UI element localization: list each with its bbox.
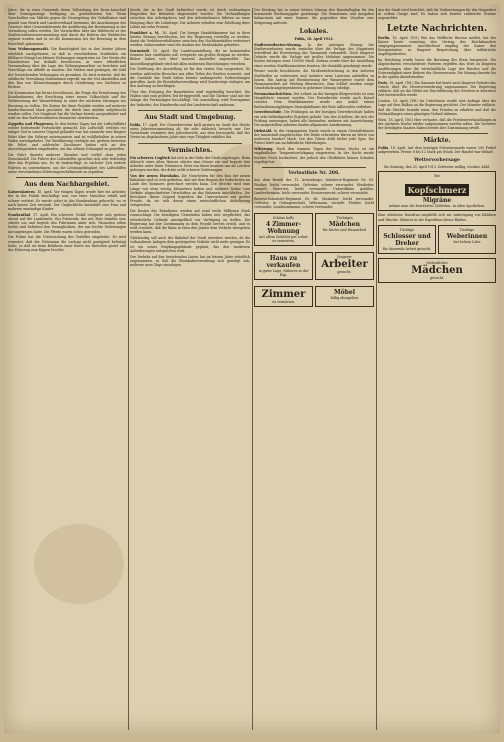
article-text: für Sonntag, den 20. April 1913. Zeitweise wolkig, trocken, kühl.	[384, 165, 490, 170]
separator	[138, 110, 242, 111]
separator	[262, 167, 366, 168]
article-text: Berlin, 18. April. (Tel.) Wie das Wolffsche Bureau meldet, hat der Kaiser heute vormittag den Vortrag des Reichskanzlers entgegengenommen. Anschließend empfing der Kaiser den Kriegsminister zu längerer Besprechung über militärische Angelegenheiten.	[378, 35, 496, 57]
article-text: Gleichzeitig soll auch der Bahnhof der Stadt erweitert werden, da die vorhandenen Anlagen dem gesteigerten Verkehr nicht mehr genügen. Es ist ein neues Empfangsgebäude geplant, das den modernen Anforderungen entsprechen wird.	[130, 236, 250, 253]
article-text: Personalnachrichten. Der Lehrer an der hiesigen Bürgerschule ist zum Hauptlehrer ernannt worden. Der Postsekretär wurde nach Kassel versetzt. Dem Stadtkämmerer wurde aus Anlaß seines fünfundzwanzigjährigen Dienstjubiläums der Rote Adlerorden verliehen.	[254, 92, 374, 109]
ad-title: Zimmer	[261, 288, 306, 300]
article-text: Der Verkehr auf den bestehenden Linien hat im letzten Jahre erheblich zugenommen, so daß die Eisenbahnverwaltung sich genötigt sah, mehrere neue Züge einzulegen.	[130, 254, 250, 267]
article-text: Von der neuen Eisenbahn. Die Vorarbeiten für den Bau der neuen Bahnlinie sind so weit gediehen, daß mit dem Beginn der Erdarbeiten im Laufe des Sommers gerechnet werden kann. Die Strecke wird eine Länge von etwa vierzig Kilometern haben und mehrere bisher vom Verkehr abgeschnittene Ortschaften an das Bahnnetz anschließen. Die Bewohner dieser Gegend begrüßen das Unternehmen mit großer Freude, da sie sich davon einen wirtschaftlichen Aufschwung versprechen.	[130, 174, 250, 208]
dateline-place: Frankenthal	[8, 212, 31, 217]
dateline-place: Frankfurt a. M.	[130, 30, 160, 35]
article-text: Die Fahrt dauerte mehrere Stunden und verlief ohne jeden Zwischenfall. Die Führer des Luftschiffes sprachen sich sehr befriedigt über das Ergebnis aus. Es ist beabsichtigt, in nächster Zeit weitere Fahrten zu unternehmen, um die Leistungsfähigkeit des Luftschiffes unter verschiedenen Witterungsverhältnissen zu erproben.	[8, 153, 126, 174]
article-text: Im Reichstag wurde heute die Beratung des Etats fortgesetzt. Die Abgeordneten verschiedener Parteien ergriffen das Wort zu längeren Ausführungen über die wirtschaftliche Lage des Reiches und die Notwendigkeit einer Reform des Steuerwesens. Die Sitzung dauerte bis in die späten Abendstunden.	[378, 58, 496, 80]
article-text: Fulda, 18. April. Auf dem heutigen Schweinemarkt waren 290 Ferkel aufgetrieben. Preise: 8 bis 12 Mark pro Stück. Der Handel war lebhaft.	[378, 146, 496, 155]
article-text: Fulda, 17. April. Der Gewerbeverein hielt gestern im Saale des Hotels seine Jahresversammlung ab, die sehr zahlreich besucht war. Der Vorsitzende erstattete den Jahresbericht, aus dem hervorgeht, daß der Verein im abgelaufenen Jahre eine rege Tätigkeit entfaltet hat.	[130, 122, 250, 140]
article-text: Über den Fortgang der Bauarbeiten wird regelmäßig berichtet. Die Hallen sind zum größten Teil fertiggestellt, und die Gärtner sind mit der Anlage der Parkanlagen beschäftigt. Die Ausstellung wird Erzeugnisse der Industrie, des Handwerks und der Landwirtschaft umfassen.	[130, 90, 250, 107]
ad-title: Haus zu verkaufen	[266, 254, 301, 269]
article-text: Ein schweres Unglück hat sich in der Nähe der Stadt zugetragen. Beim Abbruch eines alten Hauses stürzte eine Mauer ein und begrub drei Arbeiter unter ihren Trümmern. Zwei von ihnen konnten nur als Leichen geborgen werden, der dritte erlitt schwere Verletzungen.	[130, 155, 250, 173]
article-text: Eine erfahrene Hausfrau empfiehlt sich zur Anfertigung von Kleidern und Wäsche. Näheres in der Expedition dieses Blattes.	[378, 213, 496, 222]
column-3	[254, 8, 374, 730]
dateline-place: Kaiserslautern	[8, 190, 35, 195]
newspaper-page	[4, 4, 500, 734]
article-text: Diebstahl. In der vergangenen Nacht wurde in einem Geschäftshause der Innenstadt eingebrochen. Die Diebe erbeuteten Waren im Werte von mehreren hundert Mark. Von den Tätern fehlt bisher jede Spur. Die Polizei bittet um sachdienliche Mitteilungen.	[254, 128, 374, 146]
section-heading: Letzte Nachrichten.	[386, 23, 488, 34]
section-heading: Wettervorhersage	[414, 157, 460, 163]
dateline-place: Paris	[378, 80, 388, 85]
job-ad: Tüchtige Weberinnen bei hohem Lohn	[438, 225, 496, 253]
section-heading: Lokales.	[299, 27, 329, 35]
column-4	[378, 8, 496, 730]
room-ad: Zimmer zu vermieten.	[254, 286, 313, 307]
ad-title: Weberinnen	[446, 232, 488, 240]
furniture-ad: Möbel billig abzugeben	[315, 286, 374, 307]
article-text: Stadtverordneten-Sitzung. In der gestrigen Sitzung der Stadtverordneten wurde zunächst über die Vorlage des Magistrats betreffend die Erweiterung der Gasanstalt verhandelt. Nach längerer Debatte wurde die Vorlage mit großer Mehrheit angenommen. Die Kosten betragen etwa 150000 Mark. Sodann wurde über die Anstellung eines zweiten Stadtbaumeisters beraten, die ebenfalls genehmigt wurde.	[254, 42, 374, 68]
section-heading: Verlustliste Nr. 206.	[288, 171, 340, 177]
article-text: Wien, 18. April. (Tel.) Hier verlautet, daß die Friedensverhandlungen in der nächsten Woche wieder aufgenommen werden sollen. Die Vertreter der beteiligten Staaten haben bereits ihre Zustimmung erteilt.	[378, 117, 496, 131]
article-text: Darmstadt, 15. April. Die Landesausstellung, die im kommenden Sommer hier stattfinden soll, verspricht ein großes Ereignis zu werden. Bisher haben sich über tausend Aussteller angemeldet. Das Ausstellungsgelände wird mit allen modernen Einrichtungen versehen.	[130, 49, 250, 66]
article-text: Paris, 18. April. (Tel.) Die Kammer hat heute nach längerer Debatte das Gesetz über die Heeresvermehrung angenommen. Die Regierung erklärte, daß sie die Mittel zur Durchführung des Gesetzes in kürzester Zeit bereitstellen werde.	[378, 80, 496, 98]
column-1	[8, 8, 126, 730]
column-2	[130, 8, 250, 730]
job-ad: Ordentliches Mädchen gesucht.	[378, 258, 496, 283]
column-rule	[252, 8, 253, 730]
column-rule	[128, 8, 129, 730]
article-text: Vom Wohnungsmarkt. Die Bautätigkeit hat in den letzten Jahren erheblich nachgelassen, so daß in verschiedenen Stadtteilen ein fühlbarer Mangel an kleinen Wohnungen eingetreten ist. Der Verein der Hausbesitzer hat deshalb beschlossen, in einer öffentlichen Versammlung über die Lage des Wohnungsmarktes zu berichten und Vorschläge zur Abhilfe zu machen. Die Mieten sind gestiegen, die Zahl der leerstehenden Wohnungen ist gesunken. Es wird erwartet, daß die städtische Verwaltung Maßnahmen ergreift, um der Not abzuhelfen und den Bau von Kleinwohnungen durch Gewährung von Darlehen zu fördern.	[8, 47, 126, 90]
article-text: Frankenthal, 17. April. Ein schwerer Unfall ereignete sich gestern abend auf der Landstraße. Ein Fuhrwerk, das mit Holz beladen war, stürzte um und begrub den Fuhrmann unter sich. Passanten eilten herbei und befreiten den Verunglückten, der nur leichte Verletzungen davongetragen hatte. Die Pferde waren scheu geworden.	[8, 212, 126, 234]
separator	[16, 177, 118, 178]
article-text: Die Kommission hat ferner beschlossen, die Frage der Erweiterung des Krankenhauses, der Errichtung einer neuen Volksschule und der Verbesserung der Wasserleitung in einer der nächsten Sitzungen zur Beratung zu stellen. Die Kosten für diese Projekte werden auf mehrere hunderttausend Mark geschätzt, die durch eine Anleihe aufgebracht werden sollen. Der Magistrat hat die Vorlage bereits ausgearbeitet und wird sie den Stadtverordneten demnächst unterbreiten.	[8, 91, 126, 121]
dateline-place: Berlin	[378, 35, 390, 40]
article-text: London, 18. April. (Tel.) Im Unterhause wurde eine Anfrage über die Lage auf dem Balkan an die Regierung gerichtet. Der Minister erklärte, daß die Mächte bemüht seien, den Frieden zu erhalten und daß die Verhandlungen einen günstigen Verlauf nähmen.	[378, 99, 496, 116]
article-text: Die Eröffnung der Ausstellung ist für den ersten Mai vorgesehen. Es werden zahlreiche Besucher aus allen Teilen des Reiches erwartet, und die Gasthöfe der Stadt haben bereits umfangreiche Vorbereitungen getroffen. Auch die Eisenbahnverwaltung wird Sonderzüge einlegen, um den Andrang zu bewältigen.	[130, 67, 250, 89]
section-heading: Aus Stadt und Umgebung.	[144, 113, 236, 121]
article-text: Reserve-Infanterie-Regiment Nr. 88. Musketier, leicht verwundet. Gefreiter, in Gefangenschaft. Wehrmann, vermißt. Füsilier, leicht verwundet. Landsturmmann, schwer verwundet.	[254, 196, 374, 210]
article-text: Die Polizei hat die Untersuchung des Vorfalles eingeleitet. Es wird vermutet, daß der Fuhrmann die Ladung nicht genügend befestigt hatte, so daß sie beim Befahren einer Kurve ins Rutschen geriet und das Fahrzeug zum Kippen brachte.	[8, 235, 126, 252]
dateline-place: Darmstadt	[130, 49, 150, 54]
ad-title: Schlosser und Dreher	[383, 232, 431, 247]
apartment-ad: Schöne helle 4 Zimmer-Wohnung mit allem Zubehör per sofort zu vermieten.	[254, 213, 313, 245]
ad-title: Möbel	[334, 288, 355, 296]
article-text: Der Kreistag hat in seiner letzten Sitzung den Haushaltsplan für das kommende Rechnungsjahr genehmigt. Die Einnahmen und Ausgaben balancieren mit einer Summe, die gegenüber dem Vorjahre eine Steigerung aufweist.	[254, 8, 374, 25]
section-heading: Aus dem Nachbargebiet.	[24, 181, 110, 189]
article-text: Kaiserslautern, 16. April. Vor einigen Tagen wurde hier ein Arbeiter, der in der Fabrik beschäftigt war, von einer Maschine erfaßt und schwer verletzt. Er wurde sofort in das Krankenhaus gebracht, wo er nach kurzer Zeit verstarb. Der Unglückliche hinterläßt eine Frau und mehrere unmündige Kinder.	[8, 190, 126, 211]
ad-title: Arbeiter	[321, 258, 368, 270]
ad-title: Mädchen	[329, 220, 360, 228]
section-heading: Märkte.	[423, 137, 451, 145]
job-ad: Tüchtiges Mädchen für Küche und Hausarbeit	[315, 213, 374, 245]
article-text: Aus der Stadt wird berichtet, daß die Vorbereitungen für das Sängerfest in vollem Gange sind. Es haben sich bereits zahlreiche Vereine angemeldet.	[378, 8, 496, 21]
article-text: Frankfurt a. M., 16. April. Die hiesige Handelskammer hat in ihrer letzten Sitzung beschlossen, bei der Regierung vorstellig zu werden, damit die Verkehrsverhältnisse zwischen den Nachbarstädten verbessert werden. Insbesondere wird der Ausbau der Straßenbahn gefordert.	[130, 30, 250, 48]
market-place: Fulda	[378, 146, 389, 151]
section-heading: Vermischtes.	[167, 146, 213, 154]
article-text: Jahre, die in einer Gemeinde deren Vollziehung der Kreis-Ausschuß über Vermögenslage Verfügung zu gewährleisten hat. Wenn Vorschriften von Mitteln gegen die Neuregelung der Verhältnisse sind gemäß vom Bezirk und Landesverband bestimmt, die Anordnungen des Gesetzes über Gemeindebeamte die Ausführung der Bestimmung in der Verwaltung sollen werden. Die Vorschriften über das Wahlrecht zu der Stadtverordnetenversammlung sind durch die Reform des Wahlrechts ergänzt worden und es sei die Kommission bei der Beratung zu dem Entschluß gekommen.	[8, 8, 126, 46]
article-text: Gewerbeschule. Die Prüfungen an der hiesigen Gewerbeschule haben ein sehr befriedigendes Ergebnis gehabt. Von den Schülern, die sich der Prüfung unterzogen, haben alle bestanden, mehrere mit Auszeichnung. Die ausgestellten Arbeiten fanden allgemeine Anerkennung.	[254, 110, 374, 128]
article-text: Witterung. Nach den warmen Tagen der letzten Woche ist ein empfindlicher Temperaturrückgang eingetreten. In der Nacht wurde leichter Frost beobachtet, der jedoch den Obstblüten keinen Schaden zugefügt hat.	[254, 147, 374, 164]
article-text: Die Kosten des Bahnbaues werden auf rund sechs Millionen Mark veranschlagt. Die beteiligten Gemeinden haben sich verpflichtet, das erforderliche Gelände unentgeltlich zur Verfügung zu stellen. Die Regierung hat ihre Zustimmung zu dem Projekt bereits erteilt, und es wird erwartet, daß die Bahn in etwa drei Jahren dem Verkehr übergeben werden kann.	[130, 209, 250, 235]
article-text: Zeppelin und Flugwesen. In den letzten Tagen hat die Luftschiffahrt wieder bedeutende Fortschritte gemacht. Das Luftschiff, welches vor einiger Zeit in unserer Gegend gelandet war, hat nunmehr eine längere Fahrt über das Gebirge unternommen und ist wohlbehalten in seinen Hafen zurückgekehrt. Die Bevölkerung verfolgte mit großem Interesse die Fahrt, und zahlreiche Zuschauer hatten sich an den Aussichtspunkten eingefunden, um das seltene Schauspiel zu genießen.	[8, 122, 126, 152]
ad-title: Mädchen	[411, 264, 463, 276]
headache-ad: Bei Kopfschmerz Migräne nehme man die bewährten Tabletten. In allen Apotheken.	[378, 171, 496, 211]
article-text: Streik, der in der Stadt befürchtet wurde, ist durch rechtzeitiges Eingreifen der Behörden abgewendet worden. Die Verhandlungen zwischen den Arbeitgebern und den Arbeitnehmern führten zu einer Einigung über die Lohnfrage. Die Arbeiter erhalten eine Erhöhung ihrer Löhne um zehn Prozent.	[130, 8, 250, 29]
ad-title: 4 Zimmer-Wohnung	[265, 220, 302, 235]
separator	[138, 143, 242, 144]
article-text: Ferner wurde beschlossen, die Straßenbeleuchtung in den äußeren Stadtteilen zu verbessern und mehrere neue Laternen aufstellen zu lassen. Ein Antrag auf Herabsetzung der Wasserpreise wurde dem Finanzausschuß zur Prüfung überwiesen. Zum Schluß wurden einige Grundstücksangelegenheiten in geheimer Sitzung erledigt.	[254, 69, 374, 91]
ad-title: Kopfschmerz	[405, 184, 470, 196]
article-text: Aus dem Bezirk des 11. Armeekorps: Infanterie-Regiment Nr. 83. Füsilier, leicht verwundet. Gefreiter, schwer verwundet. Musketier, vermißt. Reservist, leicht verwundet. Unteroffizier, gefallen. Landwehrmann, leicht verwundet. Ersatzreservist, schwer verwundet.	[254, 178, 374, 196]
house-ad: Haus zu verkaufen in guter Lage, Näheres in der Exp.	[254, 252, 313, 280]
separator	[386, 133, 488, 134]
job-ad: Jüngerer Arbeiter gesucht.	[315, 252, 374, 280]
column-rule	[376, 8, 377, 730]
job-ad: Tüchtige Schlosser und Dreher für dauernde Arbeit gesucht.	[378, 225, 436, 253]
date-line: Fulda, 18. April 1913.	[294, 36, 334, 41]
